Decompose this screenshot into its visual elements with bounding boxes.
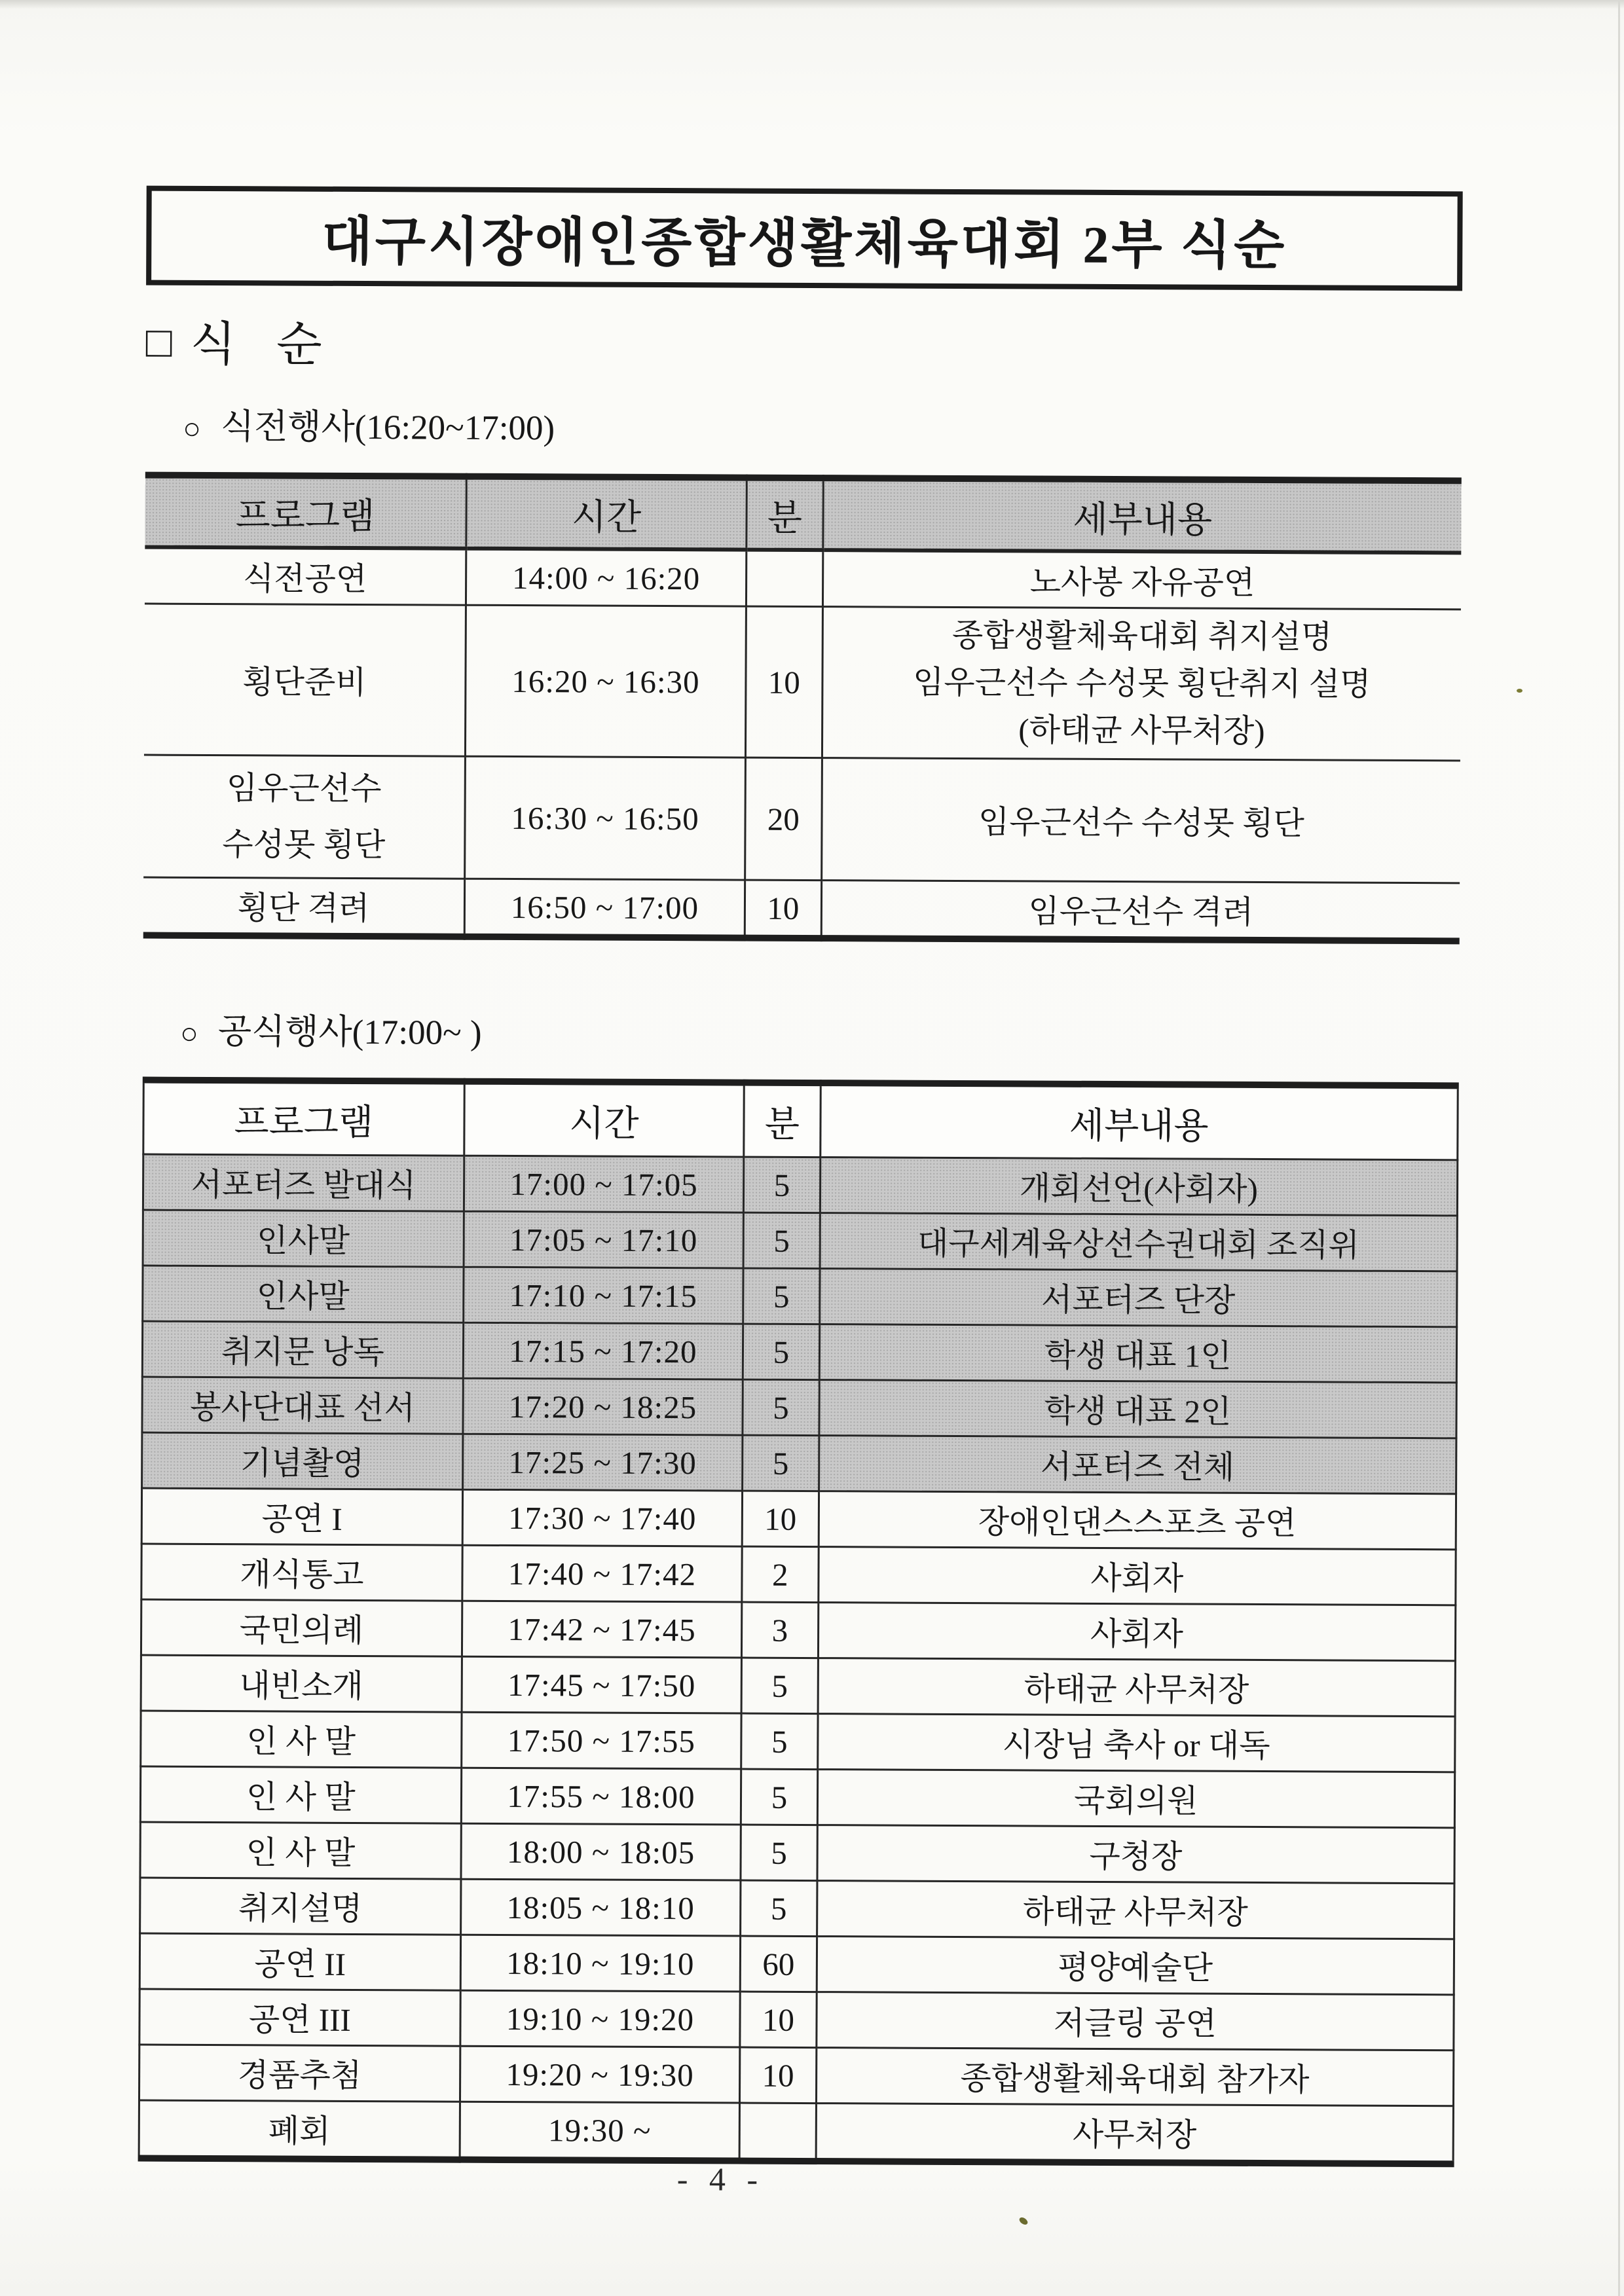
- column-header: 분: [747, 478, 823, 551]
- minutes-cell: 10: [746, 606, 823, 758]
- column-header: 세부내용: [822, 478, 1461, 553]
- detail-cell: 서포터즈 단장: [819, 1269, 1457, 1327]
- minutes-cell: 5: [743, 1268, 820, 1324]
- program-cell: 취지설명: [140, 1878, 461, 1935]
- detail-cell: 시장님 축사 or 대독: [817, 1714, 1455, 1772]
- official-event-heading: [180, 1015, 1619, 1056]
- detail-cell: 임우근선수 격려: [821, 881, 1460, 941]
- pre-event-heading-label: 식전행사(16:20~17:00): [220, 408, 555, 448]
- detail-cell: 사회자: [818, 1547, 1456, 1605]
- circle-bullet-icon: ○: [183, 411, 202, 445]
- table-row: [143, 877, 1460, 941]
- table-row: [143, 1154, 1457, 1216]
- detail-cell: 저글링 공연: [816, 1992, 1454, 2050]
- table-row: [140, 1822, 1454, 1884]
- time-cell: 19:10 ~ 19:20: [460, 1990, 741, 2047]
- time-cell: 17:55 ~ 18:00: [461, 1768, 741, 1825]
- detail-cell: 사회자: [818, 1603, 1456, 1661]
- time-cell: 18:10 ~ 19:10: [460, 1935, 741, 1992]
- program-cell: 공연 I: [141, 1488, 462, 1545]
- time-cell: 17:15 ~ 17:20: [463, 1322, 743, 1379]
- table-row: [142, 1432, 1456, 1494]
- table-row: [143, 1210, 1457, 1271]
- detail-cell: 사무처장: [816, 2104, 1454, 2164]
- table-row: [142, 1377, 1456, 1438]
- detail-cell: 서포터즈 전체: [819, 1436, 1456, 1494]
- minutes-cell: 5: [741, 1658, 818, 1714]
- program-cell: 인 사 말: [141, 1711, 462, 1768]
- square-bullet-icon: □: [145, 318, 172, 367]
- program-cell: 개식통고: [141, 1544, 462, 1601]
- minutes-cell: 5: [743, 1435, 819, 1491]
- minutes-cell: 5: [741, 1880, 817, 1937]
- table-row: [139, 2100, 1453, 2164]
- main-heading: [145, 318, 1623, 374]
- table-row: [140, 1766, 1454, 1828]
- program-cell: 국민의례: [141, 1599, 462, 1656]
- program-cell: 인 사 말: [140, 1766, 461, 1823]
- program-cell: 인사말: [143, 1210, 464, 1267]
- program-cell: 기념촬영: [142, 1432, 463, 1489]
- page-title: 대구시장애인종합생활체육대회 2부 식순: [322, 213, 1287, 275]
- pre-event-heading: [183, 410, 1622, 451]
- detail-cell: 장애인댄스스포츠 공연: [819, 1491, 1456, 1550]
- time-cell: 19:20 ~ 19:30: [460, 2046, 740, 2103]
- minutes-cell: 10: [745, 880, 821, 938]
- column-header: 프로그램: [145, 475, 466, 549]
- table-row: [142, 1321, 1456, 1383]
- time-cell: 18:05 ~ 18:10: [460, 1879, 741, 1936]
- program-cell: 봉사단대표 선서: [142, 1377, 463, 1434]
- minutes-cell: 5: [743, 1324, 819, 1380]
- detail-cell: 임우근선수 수성못 횡단: [821, 758, 1460, 883]
- program-cell: 임우근선수 수성못 횡단: [143, 755, 465, 879]
- time-cell: 17:50 ~ 17:55: [461, 1712, 741, 1769]
- detail-cell: 학생 대표 2인: [819, 1380, 1457, 1438]
- time-cell: 16:20 ~ 16:30: [465, 605, 746, 757]
- title-box: [146, 186, 1463, 291]
- minutes-cell: 2: [742, 1546, 819, 1603]
- program-cell: 경품추첨: [139, 2045, 460, 2102]
- detail-cell: 구청장: [817, 1825, 1455, 1884]
- pre-event-table-body: [143, 547, 1462, 941]
- program-cell: 횡단 격려: [143, 877, 465, 937]
- table-row: [141, 1599, 1455, 1661]
- detail-cell: 하태균 사무처장: [817, 1881, 1454, 1939]
- minutes-cell: 5: [741, 1825, 817, 1881]
- table-row: [143, 1266, 1457, 1327]
- table-row: [139, 2045, 1453, 2106]
- time-cell: 18:00 ~ 18:05: [461, 1823, 741, 1880]
- table-row: [143, 755, 1460, 883]
- program-cell: 횡단준비: [144, 604, 466, 756]
- time-cell: 19:30 ~: [460, 2102, 740, 2160]
- time-cell: 17:40 ~ 17:42: [462, 1545, 743, 1602]
- time-cell: 14:00 ~ 16:20: [466, 549, 746, 606]
- minutes-cell: 10: [742, 1491, 819, 1547]
- detail-cell: 국회의원: [817, 1770, 1455, 1828]
- detail-cell: 하태균 사무처장: [818, 1658, 1456, 1717]
- table-row: [145, 547, 1461, 610]
- official-event-table-header: [143, 1080, 1458, 1160]
- program-cell: 공연 III: [139, 1989, 460, 2046]
- minutes-cell: 10: [740, 1992, 817, 2048]
- program-cell: 인사말: [143, 1266, 464, 1322]
- time-cell: 16:30 ~ 16:50: [465, 756, 746, 880]
- table-row: [141, 1711, 1455, 1772]
- minutes-cell: [739, 2103, 816, 2161]
- header-row: [145, 475, 1461, 553]
- minutes-cell: 5: [744, 1157, 821, 1213]
- pre-event-table: [143, 472, 1462, 945]
- table-row: [141, 1544, 1456, 1605]
- minutes-cell: 10: [740, 2047, 817, 2104]
- table-row: [141, 1655, 1455, 1717]
- column-header: 시간: [464, 1082, 744, 1157]
- header-row: [143, 1080, 1458, 1160]
- detail-cell: 대구세계육상선수권대회 조직위: [820, 1213, 1458, 1271]
- time-cell: 17:10 ~ 17:15: [463, 1267, 743, 1324]
- minutes-cell: 5: [743, 1379, 819, 1436]
- detail-cell: 노사봉 자유공연: [822, 550, 1461, 610]
- program-cell: 폐회: [139, 2100, 460, 2160]
- column-header: 분: [744, 1083, 821, 1157]
- program-cell: 취지문 낭독: [142, 1321, 463, 1378]
- column-header: 프로그램: [143, 1080, 464, 1156]
- minutes-cell: [747, 550, 823, 607]
- time-cell: 17:45 ~ 17:50: [462, 1656, 742, 1713]
- time-cell: 17:30 ~ 17:40: [462, 1489, 743, 1546]
- minutes-cell: 20: [745, 757, 822, 881]
- minutes-cell: 3: [742, 1602, 819, 1658]
- time-cell: 17:42 ~ 17:45: [462, 1601, 742, 1658]
- detail-cell: 학생 대표 1인: [819, 1324, 1457, 1383]
- table-row: [141, 1488, 1456, 1550]
- program-cell: 내빈소개: [141, 1655, 462, 1712]
- minutes-cell: 5: [741, 1769, 818, 1825]
- circle-bullet-icon: ○: [179, 1016, 199, 1050]
- program-cell: 인 사 말: [140, 1822, 461, 1879]
- page-number: - 4 -: [676, 2160, 765, 2198]
- scan-speck: [1517, 689, 1522, 693]
- minutes-cell: 5: [743, 1212, 820, 1269]
- official-event-heading-label: 공식행사(17:00~ ): [217, 1013, 482, 1052]
- time-cell: 17:20 ~ 18:25: [463, 1378, 743, 1435]
- official-event-table-body: [139, 1154, 1458, 2164]
- time-cell: 17:25 ~ 17:30: [462, 1434, 743, 1491]
- column-header: 시간: [466, 477, 747, 550]
- time-cell: 17:00 ~ 17:05: [464, 1156, 744, 1212]
- official-event-table: [138, 1077, 1459, 2168]
- time-cell: 16:50 ~ 17:00: [464, 879, 745, 938]
- scan-edge-line: [1618, 0, 1620, 2296]
- detail-cell: 종합생활체육대회 취지설명 임우근선수 수성못 횡단취지 설명 (하태균 사무처장): [822, 607, 1461, 761]
- pre-event-table-header: [145, 475, 1461, 553]
- main-heading-label: 식 순: [190, 318, 337, 371]
- table-row: [139, 1933, 1454, 1995]
- table-row: [140, 1878, 1454, 1939]
- detail-cell: 종합생활체육대회 참가자: [816, 2048, 1454, 2106]
- program-cell: 식전공연: [145, 547, 466, 606]
- detail-cell: 개회선언(사회자): [820, 1157, 1458, 1216]
- program-cell: 공연 II: [139, 1933, 460, 1990]
- table-row: [139, 1989, 1454, 2050]
- minutes-cell: 5: [741, 1713, 818, 1770]
- minutes-cell: 60: [740, 1936, 817, 1992]
- column-header: 세부내용: [820, 1083, 1458, 1160]
- table-row: [144, 604, 1461, 761]
- program-cell: 서포터즈 발대식: [143, 1154, 464, 1211]
- detail-cell: 평양예술단: [817, 1937, 1454, 1995]
- time-cell: 17:05 ~ 17:10: [464, 1211, 744, 1268]
